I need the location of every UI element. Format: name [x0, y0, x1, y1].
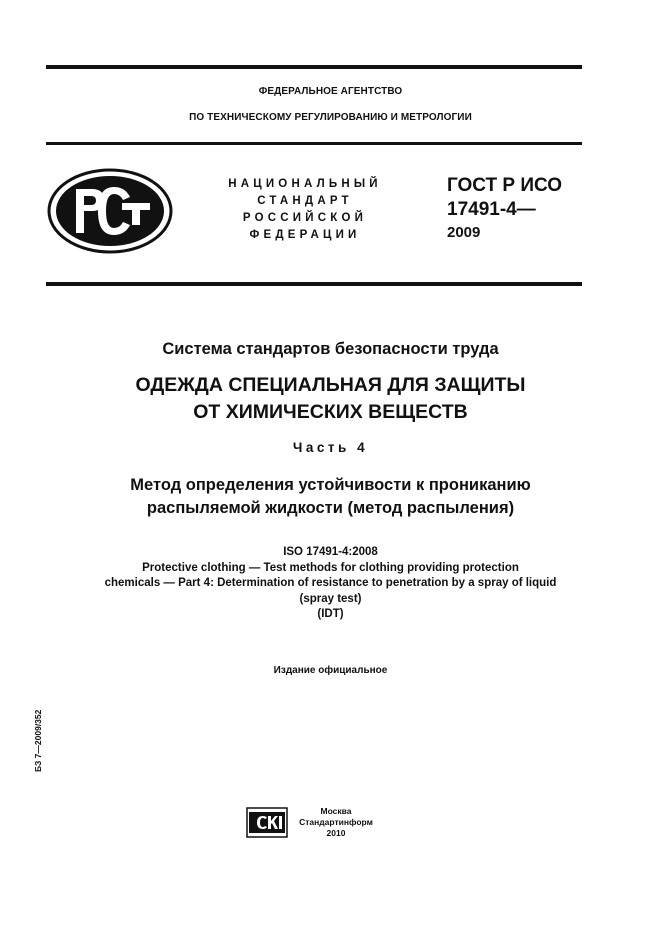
iso-line-3: chemicals — Part 4: Determination of resistance to penetration by a spray of liquid	[104, 577, 557, 589]
standartinform-logo-icon	[246, 807, 288, 838]
document-subtitle	[0, 474, 661, 520]
publisher-name: Стандартинформ	[299, 817, 373, 827]
iso-line-1: ISO 17491-4:2008	[283, 546, 378, 558]
edition-label: Издание официальное	[273, 665, 388, 676]
part-label: Часть 4	[292, 440, 369, 455]
agency-line-1: ФЕДЕРАЛЬНОЕ АГЕНТСТВО	[258, 86, 403, 97]
publisher-city: Москва	[320, 806, 352, 816]
iso-line-2: Protective clothing — Test methods for clothing providing protection	[142, 561, 519, 574]
gost-line-3: 2009	[447, 224, 481, 241]
gost-line-2: 17491-4—	[447, 199, 536, 220]
national-standard-label	[200, 176, 410, 244]
side-code: БЗ 7—2009/352	[33, 709, 43, 773]
national-line-3: РОССИЙСКОЙ	[242, 212, 368, 224]
upper-block-rule	[46, 142, 582, 145]
title-line-1: ОДЕЖДА СПЕЦИАЛЬНАЯ ДЛЯ ЗАЩИТЫ	[135, 374, 526, 396]
rst-logo-icon	[46, 167, 174, 255]
top-rule-thick	[46, 65, 582, 69]
national-line-2: СТАНДАРТ	[257, 195, 353, 207]
agency-line-2: ПО ТЕХНИЧЕСКОМУ РЕГУЛИРОВАНИЮ И МЕТРОЛОГИИ	[189, 112, 472, 123]
subtitle-line-1: Метод определения устойчивости к прониканию	[130, 476, 531, 494]
gost-line-1: ГОСТ Р ИСО	[447, 175, 563, 196]
publisher-info	[296, 806, 376, 839]
document-title	[0, 372, 661, 426]
national-line-1: НАЦИОНАЛЬНЫЙ	[228, 178, 382, 190]
iso-reference	[0, 545, 661, 623]
subtitle-line-2: распыляемой жидкости (метод распыления)	[146, 499, 515, 517]
iso-line-4: (spray test)	[299, 592, 362, 605]
lower-block-rule	[46, 282, 582, 286]
series-title: Система стандартов безопасности труда	[162, 340, 499, 358]
iso-line-5: (IDT)	[317, 608, 344, 620]
publisher-year: 2010	[326, 828, 346, 838]
national-line-4: ФЕДЕРАЦИИ	[249, 229, 361, 241]
title-line-2: ОТ ХИМИЧЕСКИХ ВЕЩЕСТВ	[193, 401, 468, 423]
